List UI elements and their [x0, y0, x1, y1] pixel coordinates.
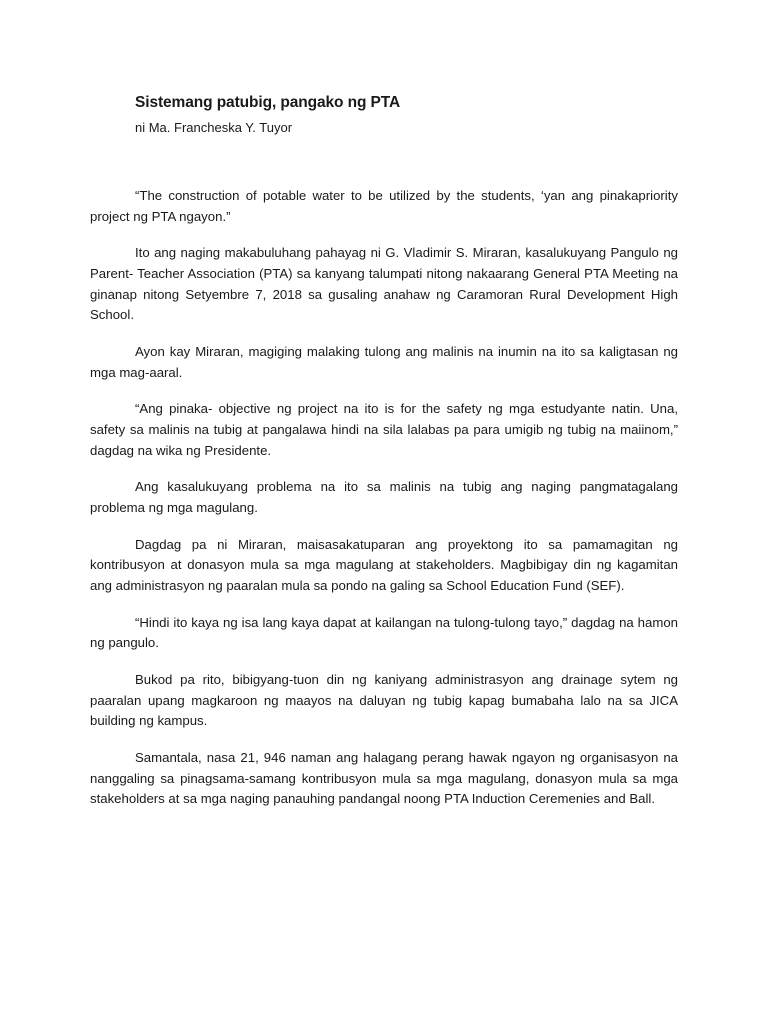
paragraph-5: Ang kasalukuyang problema na ito sa malinis na tubig ang naging pangmatagalang problema ng mga magulang.	[90, 479, 678, 515]
paragraph-9: Samantala, nasa 21, 946 naman ang halagang perang hawak ngayon ng organisasyon na nanggaling sa pinagsama-samang kontribusyon mula sa mga magulang, donasyon mula sa mga stakeholders at sa mga naging panauhing pandangal noong PTA Induction Ceremenies and Ball.	[90, 749, 678, 807]
article-byline: ni Ma. Francheska Y. Tuyor	[135, 120, 293, 135]
paragraph-6: Dagdag pa ni Miraran, maisasakatuparan ang proyektong ito sa pamamagitan ng kontribusyon at donasyon mula sa mga magulang at stakeholders. Magbibigay din ng kagamitan ang administrasyon ng paaralan mula sa pondo na galing sa School Education Fund (SEF).	[90, 536, 678, 593]
article-body	[90, 186, 678, 826]
paragraph-2: Ito ang naging makabuluhang pahayag ni G. Vladimir S. Miraran, kasalukuyang Pangulo ng Parent- Teacher Association (PTA) sa kanyang talumpati nitong nakaarang General PTA Meeting na ginanap nitong Setyembre 7, 2018 sa gusaling anahaw ng Caramoran Rural Development High School.	[90, 245, 678, 323]
paragraph-4: “Ang pinaka- objective ng project na ito is for the safety ng mga estudyante natin. Una, safety sa malinis na tubig at pangalawa hindi na sila lalabas pa para umigib ng tubig na maiinom,” dagdag na wika ng Presidente.	[90, 401, 678, 458]
paragraph-7: “Hindi ito kaya ng isa lang kaya dapat at kailangan na tulong-tulong tayo,” dagdag na hamon ng pangulo.	[90, 614, 678, 651]
paragraph-8: Bukod pa rito, bibigyang-tuon din ng kaniyang administrasyon ang drainage sytem ng paaralan upang magkaroon ng maayos na daluyan ng tubig kapag bumabaha lalo na sa JICA building ng kampus.	[90, 672, 678, 729]
paragraph-1: “The construction of potable water to be utilized by the students, ‘yan ang pinakapriority project ng PTA ngayon.”	[90, 188, 678, 224]
article-title: Sistemang patubig, pangako ng PTA	[135, 94, 401, 111]
paragraph-3: Ayon kay Miraran, magiging malaking tulong ang malinis na inumin na ito sa kaligtasan ng mga mag-aaral.	[90, 343, 678, 380]
